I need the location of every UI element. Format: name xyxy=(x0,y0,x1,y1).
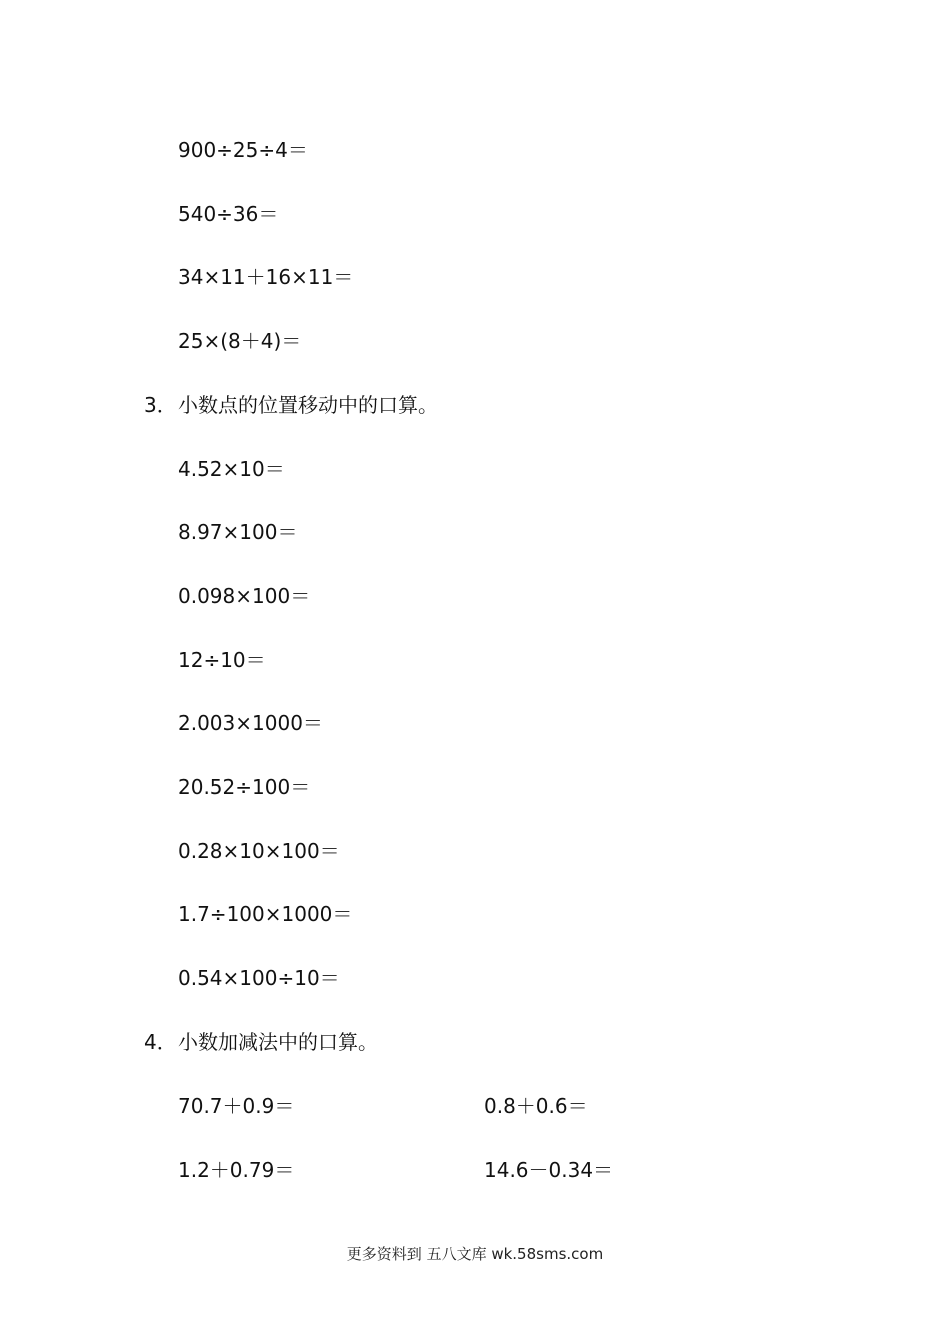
section-title: 小数加减法中的口算。 xyxy=(178,1030,378,1054)
problem-line: 1.7÷100×1000＝ xyxy=(178,902,353,926)
problem-line: 0.8＋0.6＝ xyxy=(484,1094,588,1118)
problem-line: 12÷10＝ xyxy=(178,648,266,672)
section-heading-3 xyxy=(144,393,438,417)
page-footer: 更多资料到 五八文库 wk.58sms.com xyxy=(346,1245,604,1263)
problem-line: 0.54×100÷10＝ xyxy=(178,966,340,990)
problem-line: 540÷36＝ xyxy=(178,202,279,226)
section-title: 小数点的位置移动中的口算。 xyxy=(178,393,438,417)
section-number: 3． xyxy=(144,393,177,417)
problem-line: 8.97×100＝ xyxy=(178,520,298,544)
problem-line: 20.52÷100＝ xyxy=(178,775,311,799)
problem-line: 25×(8＋4)＝ xyxy=(178,329,302,353)
problem-line: 2.003×1000＝ xyxy=(178,711,323,735)
problem-line: 4.52×10＝ xyxy=(178,457,285,481)
section-heading-4 xyxy=(144,1030,378,1054)
problem-line: 900÷25÷4＝ xyxy=(178,138,308,162)
problem-line: 1.2＋0.79＝ xyxy=(178,1158,295,1182)
section-number: 4． xyxy=(144,1030,177,1054)
problem-line: 70.7＋0.9＝ xyxy=(178,1094,295,1118)
problem-line: 14.6－0.34＝ xyxy=(484,1158,614,1182)
problem-line: 0.28×10×100＝ xyxy=(178,839,340,863)
problem-line: 34×11＋16×11＝ xyxy=(178,265,354,289)
problem-line: 0.098×100＝ xyxy=(178,584,311,608)
